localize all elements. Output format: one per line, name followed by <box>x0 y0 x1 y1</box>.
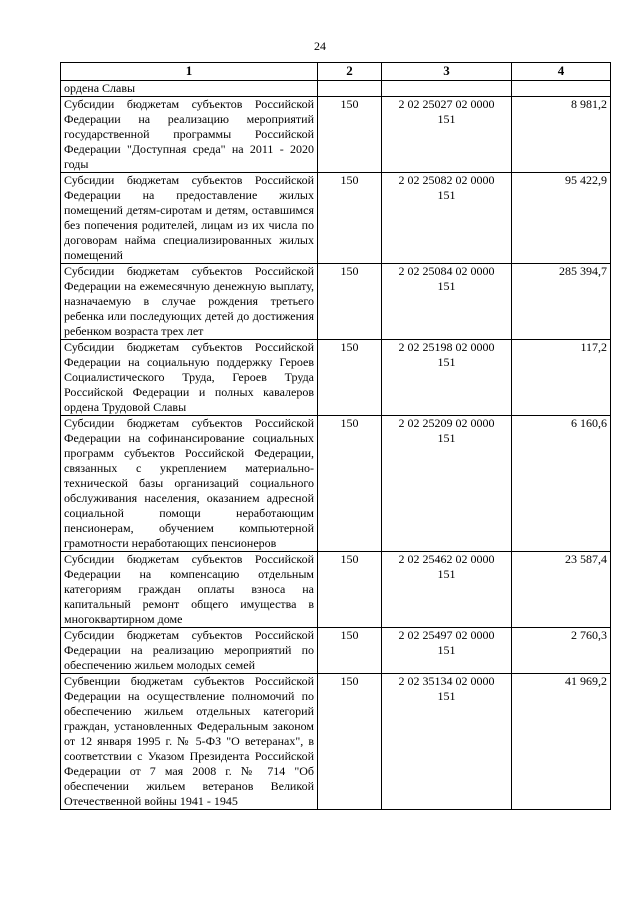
table-row <box>61 674 611 810</box>
row-budget-code <box>382 81 512 97</box>
table-row <box>61 173 611 264</box>
row-amount: 285 394,7 <box>512 264 611 340</box>
row-name: Субсидии бюджетам субъектов Российской Федерации на ежемесячную денежную выплату, назначаемую в случае рождения третьего ребенка или последующих детей до достижения ребенком возраста трех лет <box>61 264 318 340</box>
row-name: ордена Славы <box>61 81 318 97</box>
row-budget-code: 2 02 25209 02 0000 151 <box>382 416 512 552</box>
row-name: Субсидии бюджетам субъектов Российской Федерации на реализацию мероприятий государственной программы Российской Федерации "Доступная среда" на 2011 - 2020 годы <box>61 97 318 173</box>
row-amount <box>512 81 611 97</box>
row-budget-code: 2 02 25497 02 0000 151 <box>382 628 512 674</box>
row-amount: 41 969,2 <box>512 674 611 810</box>
row-code: 150 <box>318 416 382 552</box>
row-budget-code: 2 02 25027 02 0000 151 <box>382 97 512 173</box>
row-amount: 6 160,6 <box>512 416 611 552</box>
table-row <box>61 628 611 674</box>
row-name: Субвенции бюджетам субъектов Российской Федерации на осуществление полномочий по обеспечению жильем отдельных категорий граждан, установленных Федеральным законом от 12 января 1995 г. № 5-ФЗ "О ветеранах", в соответствии с Указом Президента Российской Федерации от 7 мая 2008 г. № 714 "Об обеспечении жильем ветеранов Великой Отечественной войны 1941 - 1945 <box>61 674 318 810</box>
row-amount: 23 587,4 <box>512 552 611 628</box>
row-name: Субсидии бюджетам субъектов Российской Федерации на компенсацию отдельным категориям граждан оплаты взноса на капитальный ремонт общего имущества в многоквартирном доме <box>61 552 318 628</box>
row-code: 150 <box>318 173 382 264</box>
table-header-row <box>61 63 611 81</box>
table-row <box>61 97 611 173</box>
table-row <box>61 81 611 97</box>
row-budget-code: 2 02 25082 02 0000 151 <box>382 173 512 264</box>
row-code: 150 <box>318 674 382 810</box>
table-row <box>61 416 611 552</box>
row-amount: 117,2 <box>512 340 611 416</box>
table-row <box>61 552 611 628</box>
row-name: Субсидии бюджетам субъектов Российской Федерации на софинансирование социальных программ субъектов Российской Федерации, связанных с укреплением материально-технической базы организаций социального обслуживания населения, оказанием адресной социальной помощи неработающим пенсионерам, обучением компьютерной грамотности неработающих пенсионеров <box>61 416 318 552</box>
row-code: 150 <box>318 628 382 674</box>
table-row <box>61 340 611 416</box>
column-header-4: 4 <box>512 63 611 81</box>
row-amount: 95 422,9 <box>512 173 611 264</box>
budget-revenue-table <box>60 62 611 810</box>
row-name: Субсидии бюджетам субъектов Российской Федерации на предоставление жилых помещений детям-сиротам и детям, оставшимся без попечения родителей, лицам из их числа по договорам найма специализированных жилых помещений <box>61 173 318 264</box>
row-name: Субсидии бюджетам субъектов Российской Федерации на социальную поддержку Героев Социалистического Труда, Героев Труда Российской Федерации и полных кавалеров ордена Трудовой Славы <box>61 340 318 416</box>
column-header-1: 1 <box>61 63 318 81</box>
row-code: 150 <box>318 97 382 173</box>
row-code: 150 <box>318 264 382 340</box>
row-budget-code: 2 02 25198 02 0000 151 <box>382 340 512 416</box>
row-amount: 8 981,2 <box>512 97 611 173</box>
row-amount: 2 760,3 <box>512 628 611 674</box>
row-name: Субсидии бюджетам субъектов Российской Федерации на реализацию мероприятий по обеспечению жильем молодых семей <box>61 628 318 674</box>
row-budget-code: 2 02 25084 02 0000 151 <box>382 264 512 340</box>
row-code: 150 <box>318 340 382 416</box>
table-row <box>61 264 611 340</box>
row-code: 150 <box>318 552 382 628</box>
column-header-2: 2 <box>318 63 382 81</box>
column-header-3: 3 <box>382 63 512 81</box>
row-code <box>318 81 382 97</box>
row-budget-code: 2 02 25462 02 0000 151 <box>382 552 512 628</box>
row-budget-code: 2 02 35134 02 0000 151 <box>382 674 512 810</box>
page-number: 24 <box>314 39 326 53</box>
